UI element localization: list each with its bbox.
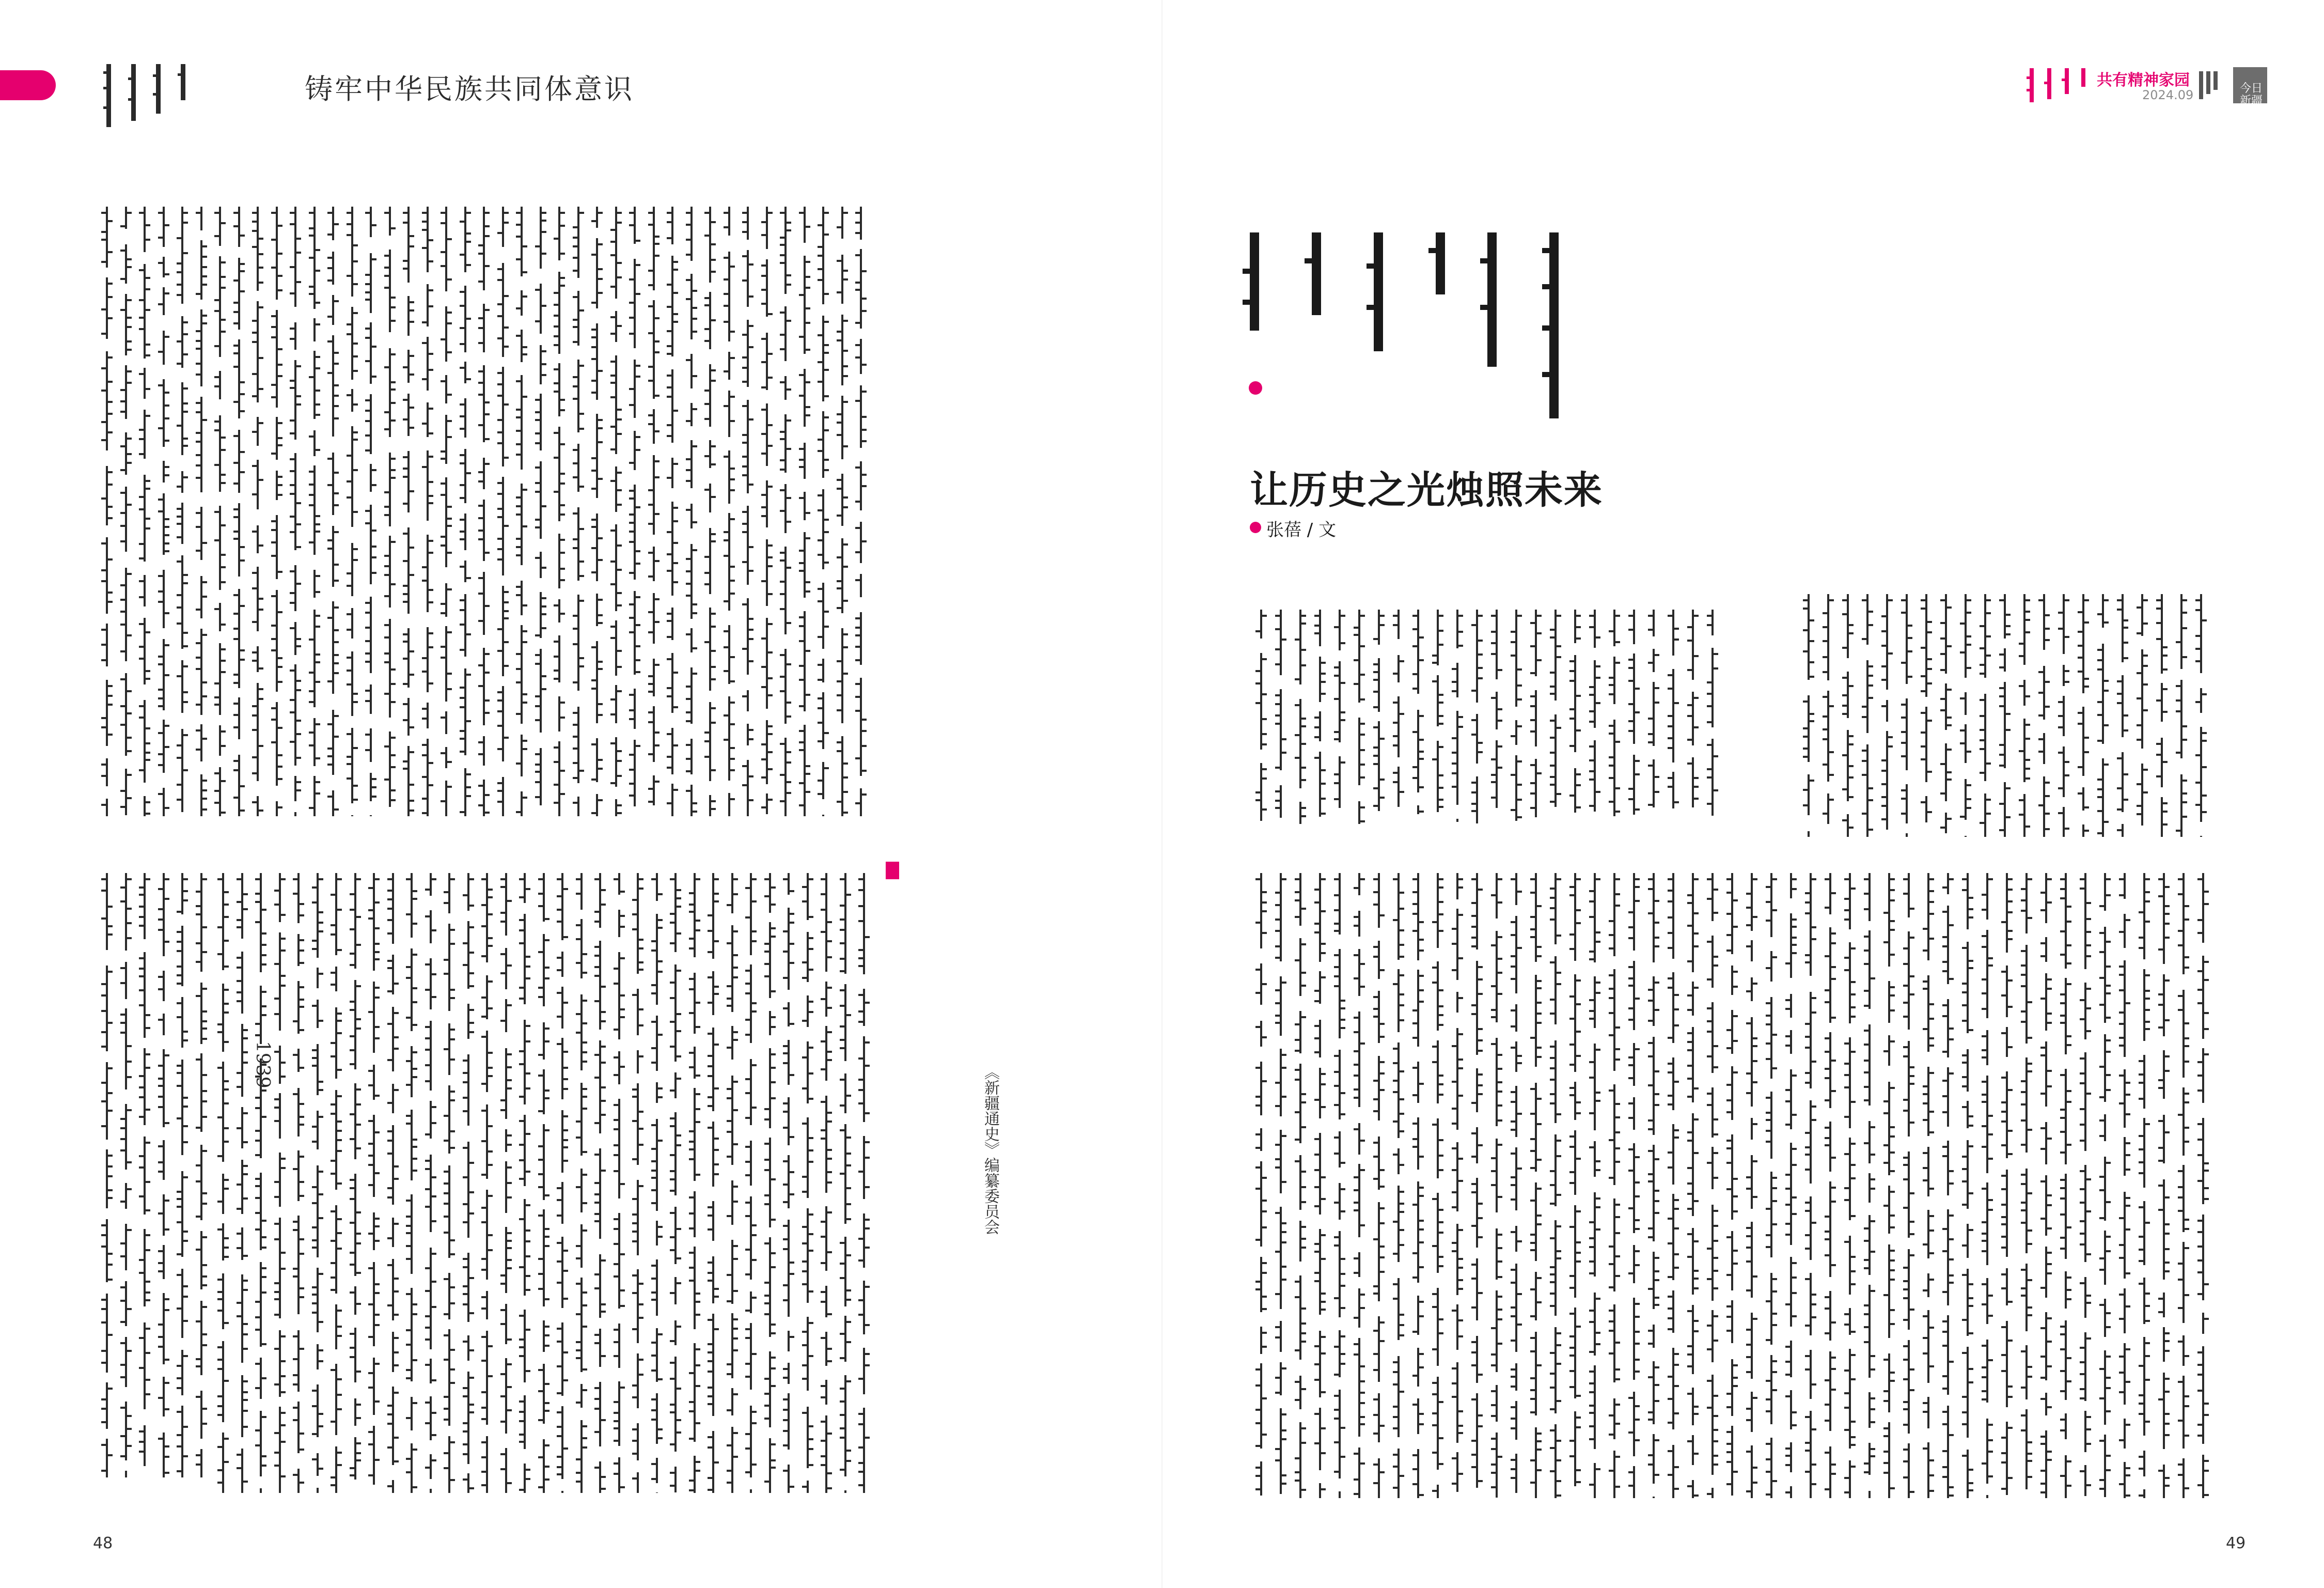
- text-column: [425, 873, 436, 1493]
- text-column: [1609, 873, 1620, 1498]
- text-column: [1314, 610, 1326, 817]
- year-reference-text: 1939: [252, 1041, 273, 1088]
- text-column: [2137, 594, 2148, 826]
- text-column: [1668, 873, 1679, 1498]
- text-column: [780, 207, 791, 816]
- text-column: [1883, 873, 1895, 1498]
- text-column: [1628, 873, 1640, 1498]
- text-column: [441, 207, 452, 816]
- text-column: [293, 873, 304, 1493]
- text-column: [818, 207, 829, 816]
- year-reference: [252, 1041, 273, 1088]
- text-column: [1569, 873, 1581, 1486]
- text-column: [196, 207, 207, 816]
- text-column: [2197, 873, 2209, 1498]
- text-column: [1842, 594, 1854, 837]
- text-column: [1255, 873, 1267, 1496]
- text-column: [1334, 873, 1345, 1498]
- text-column: [422, 207, 433, 816]
- text-column: [463, 873, 474, 1493]
- text-column: [1903, 873, 1914, 1498]
- text-column: [1628, 610, 1640, 815]
- text-column: [2097, 594, 2109, 837]
- text-column: [387, 873, 399, 1493]
- text-column: [1766, 873, 1777, 1498]
- text-column: [365, 207, 376, 816]
- text-column: [237, 873, 248, 1493]
- text-column: [686, 207, 697, 816]
- text-column: [2060, 873, 2071, 1498]
- text-column: [196, 873, 207, 1477]
- text-column: [214, 207, 226, 816]
- text-column: [704, 207, 716, 816]
- text-column: [1295, 610, 1306, 824]
- text-column: [1530, 610, 1542, 817]
- text-column: [1354, 873, 1365, 1498]
- text-column: [2021, 873, 2032, 1489]
- text-column: [799, 207, 810, 816]
- text-column: [1982, 873, 1993, 1498]
- text-column: [1901, 594, 1912, 837]
- magazine-logo-text: 今日 新疆: [2239, 82, 2263, 107]
- text-column: [573, 207, 584, 816]
- quote-attribution: [979, 1064, 1001, 1333]
- text-column: [742, 207, 753, 816]
- issue-date: 2024.09: [2142, 88, 2194, 102]
- text-column: [2178, 873, 2189, 1498]
- text-column: [1412, 873, 1424, 1498]
- text-column: [516, 207, 527, 816]
- text-column: [2019, 594, 2030, 837]
- text-column: [481, 873, 493, 1493]
- text-column: [821, 873, 832, 1493]
- text-column: [667, 207, 678, 816]
- text-column: [101, 873, 113, 1477]
- text-column: [120, 207, 132, 815]
- text-column: [309, 207, 320, 816]
- text-column: [1452, 873, 1463, 1492]
- text-column: [274, 873, 286, 1493]
- text-column: [1980, 594, 1991, 837]
- text-column: [120, 873, 132, 1477]
- text-column: [1805, 873, 1816, 1498]
- text-column: [1373, 873, 1385, 1498]
- text-column: [158, 873, 169, 1477]
- text-column: [2119, 873, 2130, 1498]
- text-column: [1550, 610, 1561, 807]
- text-column: [855, 207, 867, 816]
- text-column: [519, 873, 530, 1493]
- text-column: [670, 873, 681, 1492]
- text-column: [802, 873, 813, 1493]
- text-column: [2099, 873, 2111, 1497]
- text-column: [460, 207, 471, 816]
- text-column: [2078, 594, 2089, 837]
- text-column: [177, 873, 188, 1477]
- text-column: [2117, 594, 2128, 837]
- text-column: [1823, 594, 1834, 824]
- text-column: [535, 207, 546, 805]
- text-column: [1432, 610, 1443, 812]
- text-column: [591, 207, 603, 816]
- text-column: [217, 873, 229, 1493]
- text-column: [594, 873, 606, 1493]
- text-column: [158, 207, 169, 816]
- text-column: [761, 207, 773, 814]
- text-column: [557, 873, 568, 1493]
- text-column: [1999, 594, 2011, 837]
- text-column: [1707, 610, 1718, 816]
- text-column: [1393, 873, 1404, 1498]
- text-column: [1373, 610, 1385, 811]
- text-column: [1648, 873, 1659, 1498]
- text-column: [614, 873, 625, 1493]
- text-column: [1746, 873, 1757, 1498]
- text-column: [1511, 610, 1522, 821]
- text-column: [724, 207, 735, 816]
- text-column: [858, 873, 870, 1493]
- text-column: [1491, 873, 1502, 1498]
- text-column: [1707, 873, 1718, 1498]
- text-column: [610, 207, 622, 816]
- text-column: [1334, 610, 1345, 808]
- text-column: [651, 873, 663, 1493]
- text-column: [1862, 594, 1873, 837]
- text-column: [500, 873, 512, 1493]
- text-column: [554, 207, 565, 816]
- right-page-vertical-text: [1162, 0, 2324, 1588]
- text-column: [837, 207, 848, 816]
- text-column: [1687, 873, 1699, 1498]
- page-number-right: 49: [2226, 1534, 2246, 1552]
- text-column: [840, 873, 851, 1493]
- text-column: [497, 207, 509, 816]
- text-column: [1687, 610, 1699, 807]
- text-column: [1825, 873, 1836, 1498]
- text-column: [1668, 610, 1679, 808]
- text-column: [2038, 594, 2050, 837]
- text-column: [139, 873, 150, 1466]
- text-column: [764, 873, 776, 1493]
- page-number-left: 48: [93, 1534, 113, 1552]
- text-column: [1354, 610, 1365, 824]
- text-column: [1844, 873, 1856, 1498]
- text-column: [1864, 873, 1875, 1498]
- text-column: [1881, 594, 1893, 830]
- text-column: [2139, 873, 2150, 1498]
- text-column: [2080, 873, 2091, 1496]
- brand-name: 共有精神家园: [2097, 71, 2190, 89]
- text-column: [576, 873, 587, 1493]
- text-column: [444, 873, 455, 1493]
- text-column: [538, 873, 549, 1493]
- text-column: [1648, 610, 1659, 807]
- text-column: [327, 207, 339, 816]
- text-column: [1923, 873, 1934, 1498]
- text-column: [312, 873, 323, 1493]
- text-column: [177, 207, 188, 812]
- text-column: [252, 207, 263, 816]
- text-column: [689, 873, 700, 1493]
- text-column: [1412, 610, 1424, 814]
- text-column: [384, 207, 396, 807]
- text-column: [255, 873, 266, 1493]
- text-column: [1550, 873, 1561, 1498]
- text-column: [2001, 873, 2013, 1495]
- text-column: [1393, 610, 1404, 807]
- text-column: [783, 873, 794, 1493]
- text-column: [2058, 594, 2069, 837]
- text-column: [1962, 873, 1973, 1498]
- text-column: [1940, 594, 1952, 833]
- text-column: [2195, 594, 2207, 837]
- text-column: [368, 873, 380, 1485]
- text-column: [1589, 610, 1600, 812]
- text-column: [1471, 873, 1483, 1488]
- text-column: [350, 873, 361, 1480]
- text-column: [139, 207, 150, 816]
- text-column: [1589, 873, 1600, 1498]
- section-title: 铸牢中华民族共同体意识: [305, 73, 634, 105]
- text-column: [727, 873, 738, 1493]
- text-column: [1471, 610, 1483, 823]
- text-column: [1803, 594, 1814, 837]
- text-column: [1275, 610, 1286, 818]
- text-column: [1530, 873, 1542, 1498]
- text-column: [1785, 873, 1797, 1498]
- text-column: [233, 207, 245, 816]
- text-column: [2156, 594, 2168, 837]
- author-byline: 张蓓 / 文: [1266, 520, 1337, 540]
- text-column: [1255, 610, 1267, 821]
- quote-attribution-text: 《新疆通史》编纂委员会: [981, 1064, 999, 1235]
- text-column: [2040, 873, 2052, 1498]
- text-column: [1921, 594, 1932, 822]
- paragraph-marker: [886, 862, 899, 879]
- text-column: [101, 207, 113, 816]
- text-column: [2158, 873, 2170, 1498]
- text-column: [648, 207, 659, 805]
- text-column: [1295, 873, 1306, 1498]
- text-column: [271, 207, 282, 816]
- text-column: [1432, 873, 1443, 1498]
- text-column: [2176, 594, 2187, 837]
- text-column: [331, 873, 342, 1493]
- text-column: [347, 207, 358, 816]
- text-column: [1275, 873, 1286, 1494]
- text-column: [1569, 610, 1581, 813]
- text-column: [1511, 873, 1522, 1493]
- text-column: [708, 873, 719, 1493]
- text-column: [745, 873, 757, 1493]
- text-column: [632, 873, 643, 1493]
- text-column: [1609, 610, 1620, 816]
- text-column: [406, 873, 417, 1493]
- text-column: [1960, 594, 1971, 837]
- text-column: [403, 207, 414, 816]
- article-title: 让历史之光烛照未来: [1250, 468, 1603, 512]
- text-column: [478, 207, 490, 816]
- text-column: [1726, 873, 1738, 1496]
- text-column: [1942, 873, 1954, 1498]
- text-column: [290, 207, 301, 816]
- text-column: [1314, 873, 1326, 1498]
- text-column: [629, 207, 640, 806]
- text-column: [1491, 610, 1502, 808]
- text-column: [1452, 610, 1463, 822]
